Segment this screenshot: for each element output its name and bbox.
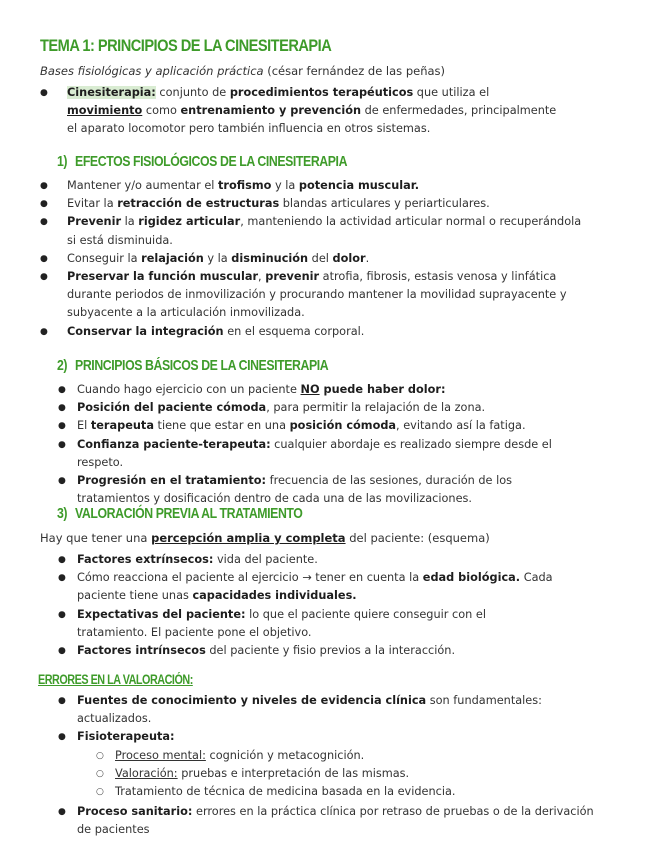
text: pruebas e interpretación de las mismas. (177, 766, 410, 780)
bold-text: edad biológica. (422, 571, 521, 585)
bold-text: Confianza paciente-terapeuta: (77, 437, 271, 451)
text: Tratamiento de técnica de medicina basada en la evidencia. (115, 785, 456, 799)
bold-text: Prevenir (67, 215, 122, 229)
bullet-icon: ● (40, 199, 48, 210)
list-item (58, 399, 577, 417)
text: frecuencia de las sesiones, duración de los tratamientos y dosificación dentro de cada una de las movilizaciones. (77, 474, 513, 506)
bullet-icon: ● (58, 476, 66, 487)
circle-bullet-icon: ○ (96, 787, 104, 798)
text: y la (271, 179, 299, 192)
text: del paciente: (esquema) (345, 531, 490, 545)
principios-list (58, 381, 577, 508)
valoracion-list (58, 551, 557, 660)
section-title: VALORACIÓN PREVIA AL TRATAMIENTO (75, 505, 303, 522)
text: blandas articulares y periarticulares. (279, 197, 490, 211)
definition-item (40, 84, 567, 139)
section-number: 2) (57, 357, 68, 374)
text: como (142, 104, 181, 118)
bold-text: potencia muscular. (298, 179, 420, 192)
list-item (58, 436, 577, 472)
bold-text: terapeuta (90, 419, 154, 433)
bold-text: Conservar la integración (67, 324, 224, 338)
list-item (58, 642, 557, 660)
list-item (58, 472, 577, 508)
definition-list (40, 84, 567, 139)
bullet-icon: ● (40, 181, 48, 191)
bullet-icon: ● (40, 326, 48, 337)
text: . (365, 251, 370, 265)
text: Conseguir la (67, 251, 142, 265)
bold-underline-text: percepción amplia y completa (151, 531, 346, 545)
bold-text: Expectativas del paciente: (77, 607, 246, 621)
bold-text: Factores extrínsecos: (77, 553, 214, 566)
underline-text: Valoración: (115, 766, 178, 780)
text: en el esquema corporal. (223, 324, 365, 338)
text: de enfermedades, principalmente el aparato locomotor pero también influencia en otros sistemas. (67, 104, 557, 136)
sub-list-item (77, 747, 597, 765)
section-heading-2 (57, 357, 328, 374)
bullet-icon: ● (58, 573, 66, 584)
errores-heading: ERRORES EN LA VALORACIÓN: (38, 672, 193, 687)
text: cualquier abordaje es realizado siempre desde el respeto. (77, 437, 552, 469)
bold-text: entrenamiento y prevención (180, 104, 362, 118)
list-item (40, 213, 587, 249)
list-item (40, 195, 587, 213)
list-item (40, 268, 587, 323)
text: conjunto de (155, 86, 230, 99)
underline-text: Proceso mental: (115, 748, 206, 762)
subtitle-rest: (césar fernández de las peñas) (263, 64, 446, 78)
circle-bullet-icon: ○ (96, 750, 104, 761)
text: vida del paciente. (213, 553, 318, 566)
text: Evitar la (67, 197, 118, 211)
bullet-icon: ● (58, 609, 66, 620)
bold-text: Proceso sanitario: (77, 805, 193, 819)
text: El (77, 419, 91, 433)
text: , manteniendo la actividad articular normal o recuperándola si está disminuida. (67, 215, 582, 247)
list-item (58, 803, 597, 839)
bold-text: capacidades individuales. (192, 589, 357, 603)
valoracion-intro (40, 529, 490, 547)
definition-term: Cinesiterapia: (67, 86, 156, 99)
subtitle-italic: Bases fisiológicas y aplicación práctica (40, 64, 264, 78)
subtitle (40, 64, 445, 78)
list-item (40, 250, 587, 268)
bullet-icon: ● (58, 732, 66, 743)
bold-text: retracción de estructuras (117, 197, 280, 211)
list-item (58, 606, 557, 642)
list-item (58, 692, 597, 728)
section-number: 3) (57, 505, 68, 522)
list-item (58, 551, 557, 569)
list-item (58, 417, 577, 435)
bullet-icon: ● (58, 421, 66, 432)
bullet-icon: ● (58, 555, 66, 565)
bold-text: rigidez articular (138, 215, 241, 229)
efectos-list (40, 177, 587, 341)
section-heading-1 (57, 153, 347, 170)
text: , (258, 270, 266, 284)
bold-text: Progresión en el tratamiento: (77, 474, 267, 488)
text: Hay que tener una (40, 531, 152, 545)
list-item (58, 569, 557, 605)
text: atrofia, fibrosis, estasis venosa y linfática durante periodos de inmovilización y procurando mantener la movilidad suprayacente y subyacente a la articulación inmovilizada. (67, 270, 567, 320)
bold-text: Factores intrínsecos (77, 644, 206, 658)
text: del (308, 251, 333, 265)
bullet-icon: ● (58, 403, 66, 414)
text: que utiliza el (413, 86, 490, 99)
bullet-icon: ● (40, 88, 48, 98)
text: la (121, 215, 139, 229)
text: tiene que estar en una (153, 419, 290, 433)
bullet-icon: ● (58, 646, 66, 657)
errores-list (58, 692, 597, 840)
text: cognición y metacognición. (205, 748, 365, 762)
bullet-icon: ● (58, 696, 66, 706)
page-title: TEMA 1: PRINCIPIOS DE LA CINESITERAPIA (40, 36, 332, 55)
sub-list-item (77, 765, 597, 783)
text: Mantener y/o aumentar el (67, 179, 219, 192)
list-item (58, 381, 577, 399)
text: son fundamentales: actualizados. (77, 694, 542, 726)
list-item (40, 177, 587, 195)
list-item (58, 728, 597, 746)
bold-text: Posición del paciente cómoda (77, 401, 267, 415)
text: Cada paciente tiene unas (77, 571, 553, 603)
bold-text: prevenir (265, 270, 320, 284)
circle-bullet-icon: ○ (96, 768, 104, 779)
bold-text: posición cómoda (289, 419, 397, 433)
text: , evitando así la fatiga. (396, 419, 526, 433)
bold-underline-text: movimiento (67, 104, 143, 118)
bullet-icon: ● (58, 439, 66, 450)
text: y la (203, 251, 232, 265)
bullet-icon: ● (40, 253, 48, 264)
bold-text: procedimientos terapéuticos (229, 86, 414, 99)
text: Cuando hago ejercicio con un paciente (77, 383, 301, 396)
section-number: 1) (57, 153, 68, 170)
text: Cómo reacciona el paciente al ejercicio → tener en cuenta la (77, 571, 423, 585)
list-item (40, 323, 587, 341)
bold-text: dolor (332, 251, 366, 265)
bold-text: relajación (141, 251, 204, 265)
bullet-icon: ● (40, 272, 48, 283)
text: del paciente y fisio previos a la interacción. (205, 644, 456, 658)
bold-text: disminución (231, 251, 309, 265)
bold-text: Preservar la función muscular (67, 270, 259, 284)
text: errores en la práctica clínica por retraso de pruebas o de la derivación de pacientes (77, 805, 594, 837)
sub-list-item (77, 783, 597, 801)
bold-text: Fisioterapeuta: (77, 730, 175, 744)
bullet-icon: ● (58, 807, 66, 818)
bold-underline-text: NO (300, 383, 320, 396)
bullet-icon: ● (58, 385, 66, 395)
section-title: PRINCIPIOS BÁSICOS DE LA CINESITERAPIA (75, 357, 329, 374)
text: lo que el paciente quiere conseguir con el tratamiento. El paciente pone el objetivo. (77, 607, 486, 639)
bold-text: trofismo (218, 179, 272, 192)
text: , para permitir la relajación de la zona. (266, 401, 486, 415)
section-title: EFECTOS FISIOLÓGICOS DE LA CINESITERAPIA (75, 153, 348, 170)
section-heading-3 (57, 505, 302, 522)
bold-text: puede haber dolor: (319, 383, 446, 396)
bold-text: Fuentes de conocimiento y niveles de evidencia clínica (77, 694, 427, 707)
bullet-icon: ● (40, 217, 48, 228)
